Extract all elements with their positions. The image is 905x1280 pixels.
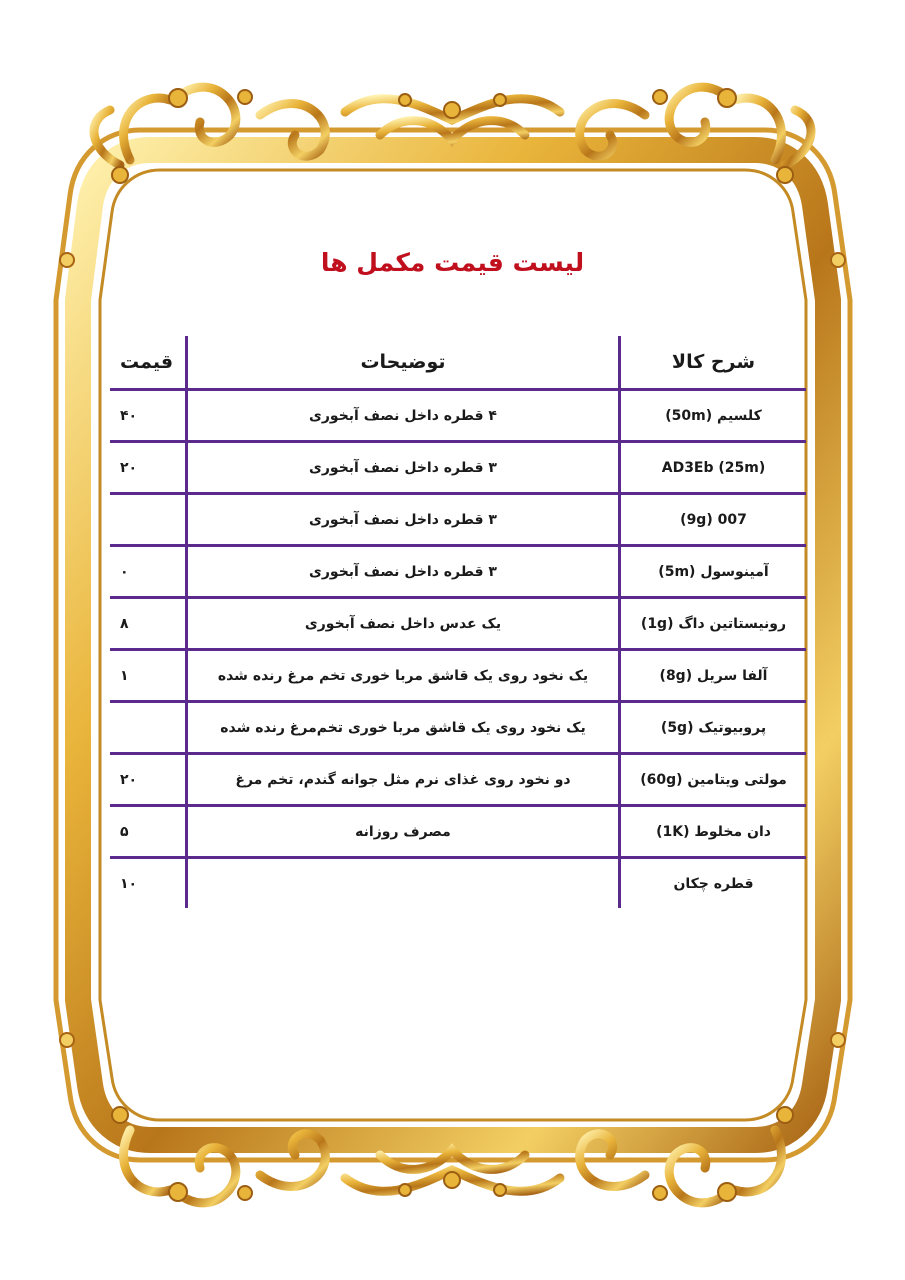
description-cell: ۴ قطره داخل نصف آبخوری <box>187 390 620 442</box>
price-cell: ۱ <box>110 650 187 702</box>
table-row <box>110 806 806 858</box>
item-cell: مولتی ویتامین (60g) <box>620 754 807 806</box>
description-cell: ۳ قطره داخل نصف آبخوری <box>187 546 620 598</box>
price-cell <box>110 702 187 754</box>
description-cell: یک نخود روی یک قاشق مربا خوری تخم مرغ رنده شده <box>187 650 620 702</box>
description-cell: دو نخود روی غذای نرم مثل جوانه گندم، تخم مرغ <box>187 754 620 806</box>
item-cell: دان مخلوط (1K) <box>620 806 807 858</box>
description-cell: یک نخود روی یک قاشق مربا خوری تخم‌مرغ رنده شده <box>187 702 620 754</box>
item-cell: رونیستاتین داگ (1g) <box>620 598 807 650</box>
item-cell: 007 (9g) <box>620 494 807 546</box>
price-cell: ۱۰ <box>120 875 138 892</box>
table-row <box>110 650 806 702</box>
description-cell: ۳ قطره داخل نصف آبخوری <box>187 442 620 494</box>
item-cell: آلفا سریل (8g) <box>620 650 807 702</box>
price-cell: ۵ <box>110 806 187 858</box>
page-title: لیست قیمت مکمل ها <box>320 248 585 277</box>
table-header-row <box>110 336 806 390</box>
header-description: توضیحات <box>187 336 620 390</box>
price-cell <box>110 494 187 546</box>
item-cell: کلسیم (50m) <box>620 390 807 442</box>
price-cell: ۸ <box>110 598 187 650</box>
table-row <box>110 754 806 806</box>
price-table <box>110 336 806 908</box>
table-row <box>110 494 806 546</box>
description-cell: مصرف روزانه <box>187 806 620 858</box>
table-row <box>110 390 806 442</box>
item-cell: قطره چکان <box>620 858 807 909</box>
item-cell: پروبیوتیک (5g) <box>620 702 807 754</box>
table-row <box>110 858 806 909</box>
description-cell: یک عدس داخل نصف آبخوری <box>187 598 620 650</box>
item-cell: AD3Eb (25m) <box>620 442 807 494</box>
item-cell: آمینوسول (5m) <box>620 546 807 598</box>
price-cell: ۲۰ <box>110 442 187 494</box>
price-cell: ۲۰ <box>110 754 187 806</box>
table-row <box>110 442 806 494</box>
table-row <box>110 598 806 650</box>
table-row <box>110 546 806 598</box>
description-cell: ۳ قطره داخل نصف آبخوری <box>187 494 620 546</box>
price-cell: ۴۰ <box>110 390 187 442</box>
table-row <box>110 702 806 754</box>
header-price: قیمت <box>110 336 187 390</box>
price-cell: ۰ <box>110 546 187 598</box>
description-cell <box>187 858 620 909</box>
header-item: شرح کالا <box>620 336 807 390</box>
